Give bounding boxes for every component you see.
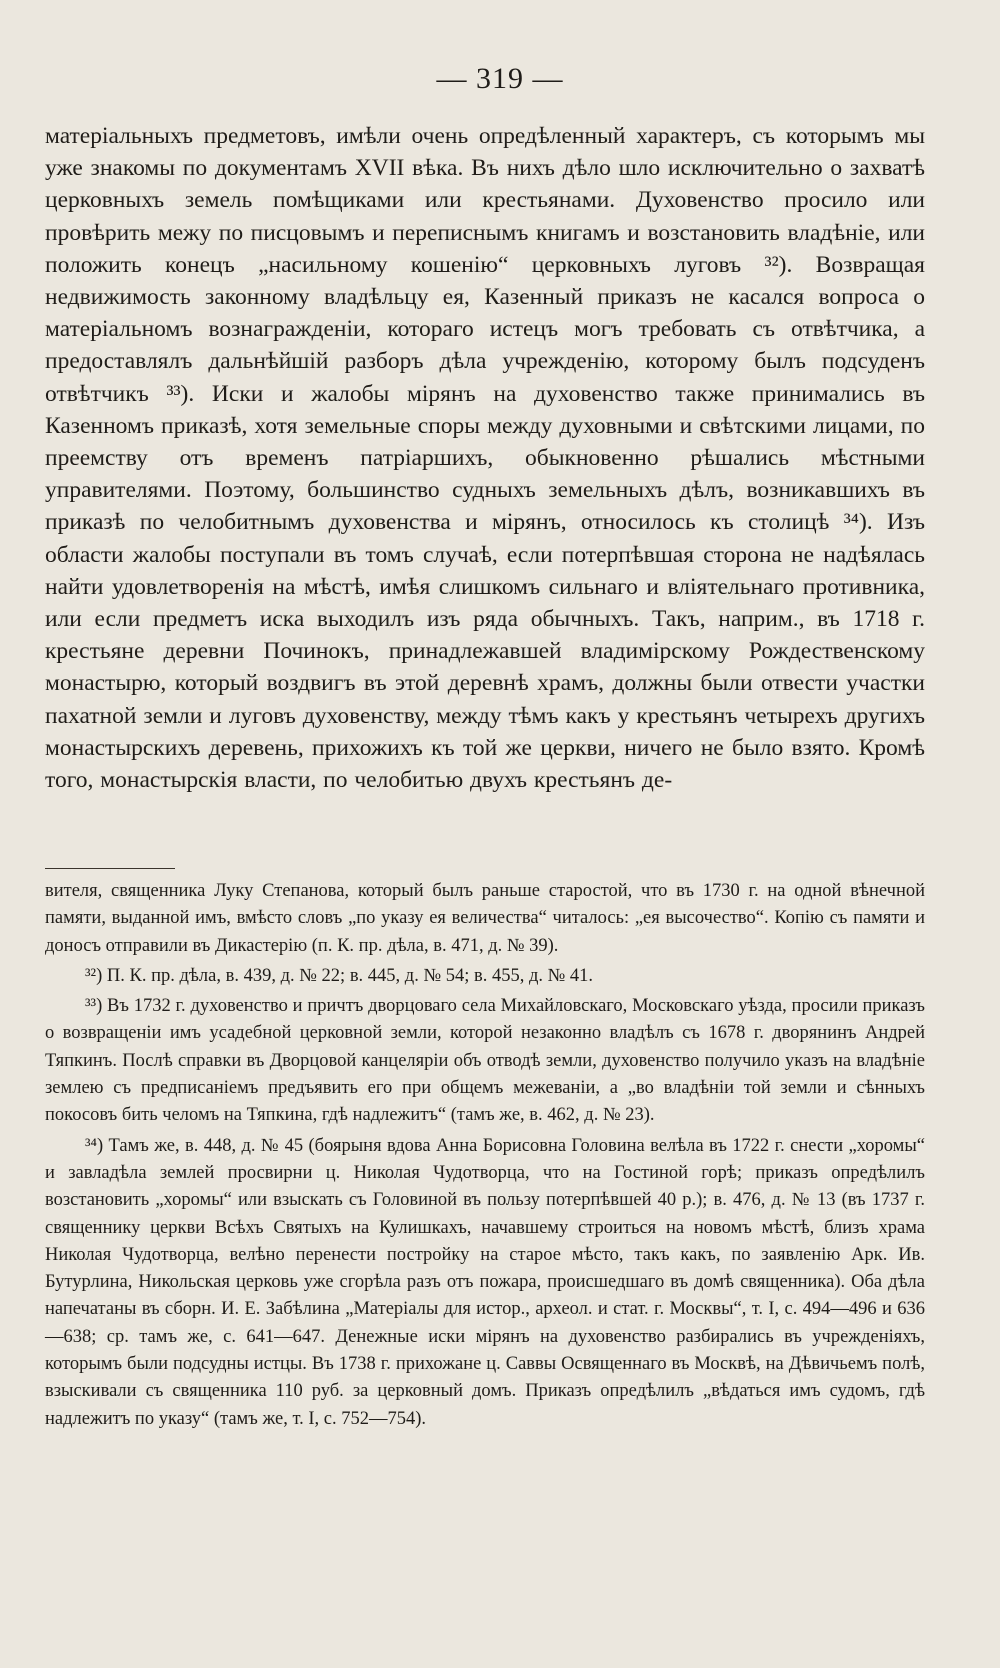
footnote-34: ³⁴) Тамъ же, в. 448, д. № 45 (боярыня вдова Анна Борисовна Головина велѣла въ 1722 г. снести „хоромы“ и завладѣла землей просвирни ц. Николая Чудотворца, что на Гостиной горѣ; приказъ опредѣлилъ возстановить „хоромы“ или взыскать съ Головиной въ пользу потерпѣвшей 40 р.); в. 476, д. № 13 (въ 1737 г. священнику церкви Всѣхъ Святыхъ на Кулишкахъ, начавшему строиться на новомъ мѣстѣ, близъ храма Николая Чудотворца, велѣно перенести постройку на старое мѣсто, такъ какъ, по заявленію Арк. Ив. Бутурлина, Никольская церковь уже сгорѣла разъ отъ пожара, происшедшаго въ домѣ священника). Оба дѣла напечатаны въ сборн. И. Е. Забѣлина „Матеріалы для истор., археол. и стат. г. Москвы“, т. I, с. 494—496 и 636—638; ср. тамъ же, с. 641—647. Денежные иски мірянъ на духовенство разбирались въ учрежденіяхъ, которымъ были подсудны истцы. Въ 1738 г. прихожане ц. Саввы Освященнаго въ Москвѣ, на Дѣвичьемъ полѣ, взыскивали съ священника 110 руб. за церковный домъ. Приказъ опредѣлилъ „вѣдаться имъ судомъ, гдѣ надлежитъ по указу“ (тамъ же, т. I, с. 752—754).: [45, 1135, 925, 1429]
footnote-continuation: вителя, священника Луку Степанова, который былъ раньше старостой, что въ 1730 г. на одной вѣнечной памяти, выданной имъ, вмѣсто словъ „по указу ея величества“ читалось: „ея высочество“. Копію съ памяти и доносъ отправили въ Дикастерію (п. К. пр. дѣла, в. 471, д. № 39).: [45, 881, 925, 956]
main-paragraph: матеріальныхъ предметовъ, имѣли очень опредѣленный характеръ, съ которымъ мы уже знакомы по документамъ XVII вѣка. Въ нихъ дѣло шло исключительно о захватѣ церковныхъ земель помѣщиками или крестьянами. Духовенство просило или провѣрить межу по писцовымъ и переписнымъ книгамъ и возстановить владѣніе, или положить конецъ „насильному кошенію“ церковныхъ луговъ ³²). Возвращая недвижимость законному владѣльцу ея, Казенный приказъ не касался вопроса о матеріальномъ вознагражденіи, котораго истецъ могъ требовать съ отвѣтчика, а предоставлялъ дальнѣйшій разборъ дѣла учрежденію, которому былъ подсуденъ отвѣтчикъ ³³). Иски и жалобы мірянъ на духовенство также принимались въ Казенномъ приказѣ, хотя земельные споры между духовными и свѣтскими лицами, по преемству отъ временъ патріаршихъ, обыкновенно рѣшались мѣстными управителями. Поэтому, большинство судныхъ земельныхъ дѣлъ, возникавшихъ въ приказѣ по челобитнымъ духовенства и мірянъ, относилось къ столицѣ ³⁴). Изъ области жалобы поступали въ томъ случаѣ, если потерпѣвшая сторона не надѣялась найти удовлетворенія на мѣстѣ, имѣя слишкомъ сильнаго и вліятельнаго противника, или если предметъ иска выходилъ изъ ряда обычныхъ. Такъ, наприм., въ 1718 г. крестьяне деревни Починокъ, принадлежавшей владимірскому Рождественскому монастырю, который воздвигъ въ этой деревнѣ храмъ, должны были отвести участки пахатной земли и луговъ духовенству, между тѣмъ какъ у крестьянъ четырехъ другихъ монастырскихъ деревень, прихожихъ къ той же церкви, ничего не было взято. Кромѣ того, монастырскія власти, по челобитью двухъ крестьянъ де-: [45, 123, 925, 794]
footnote-33: ³³) Въ 1732 г. духовенство и причтъ дворцоваго села Михайловскаго, Московскаго уѣзда, просили приказъ о возвращеніи имъ усадебной церковной земли, которой незаконно владѣлъ съ 1678 г. дворянинъ Андрей Тяпкинъ. Послѣ справки въ Дворцовой канцеляріи объ отводѣ земли, духовенство получило указъ на владѣніе землею съ предписаніемъ предъявить его при общемъ межеваніи, а „во владѣніи той земли и сѣнныхъ покосовъ бить челомъ на Тяпкина, гдѣ надлежитъ“ (тамъ же, в. 462, д. № 23).: [45, 996, 925, 1126]
footnote-32: ³²) П. К. пр. дѣла, в. 439, д. № 22; в. 445, д. № 54; в. 455, д. № 41.: [85, 965, 594, 986]
page-number: — 319 —: [436, 62, 564, 95]
footnote-separator: [45, 868, 175, 869]
main-text: [45, 120, 925, 796]
footnotes: [45, 878, 925, 1436]
